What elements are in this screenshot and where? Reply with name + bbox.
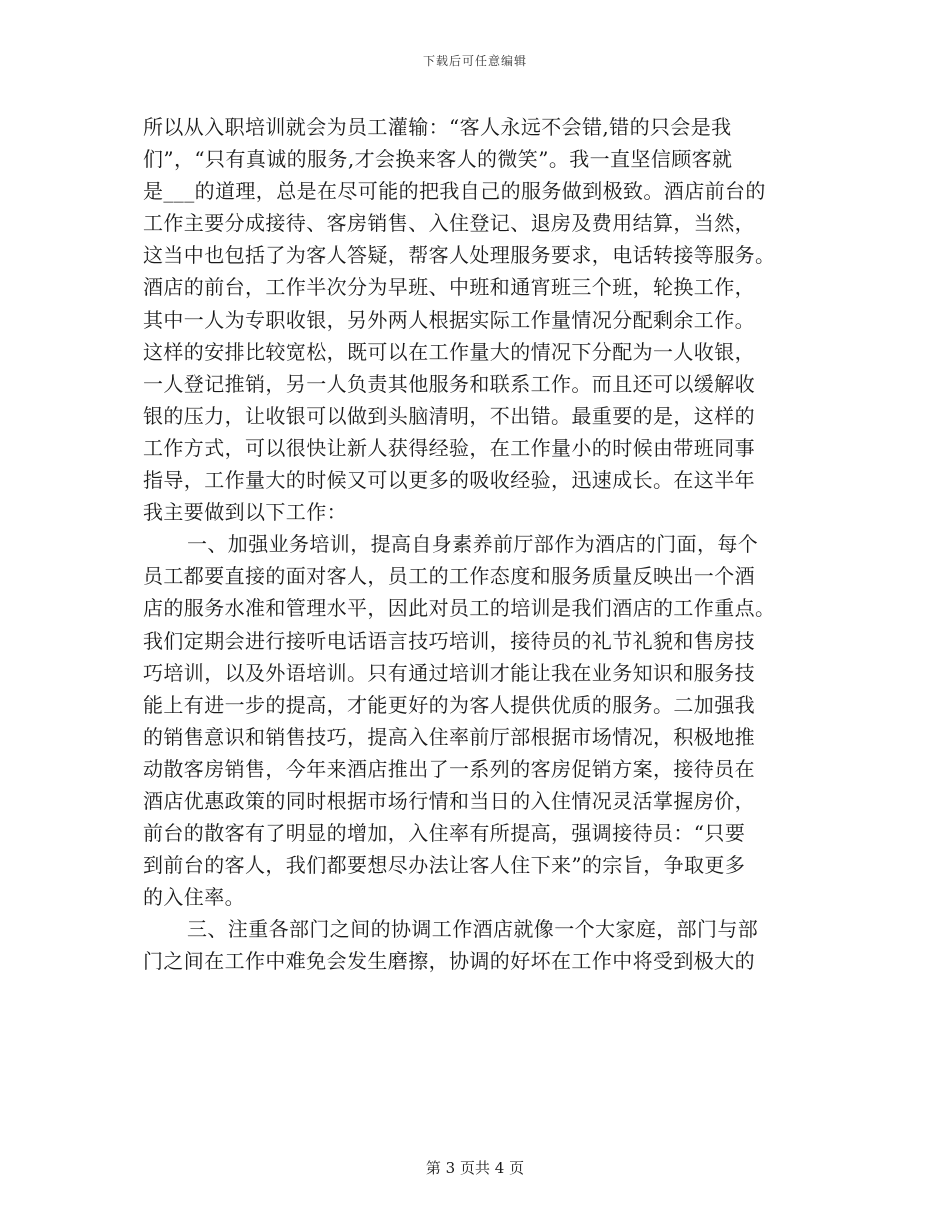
section-heading-line: 一、加强业务培训，提高自身素养前厅部作为酒店的门面，每个 — [187, 532, 759, 557]
body-line: 工作主要分成接待、客房销售、入住登记、退房及费用结算，当然， — [143, 211, 755, 236]
body-line: 我们定期会进行接听电话语言技巧培训，接待员的礼节礼貌和售房技 — [143, 628, 755, 653]
body-line: 的入住率。 — [143, 885, 245, 910]
body-line: 到前台的客人，我们都要想尽办法让客人住下来”的宗旨，争取更多 — [143, 853, 746, 878]
body-line: 的销售意识和销售技巧，提高入住率前厅部根据市场情况，积极地推 — [143, 724, 755, 749]
body-line: 所以从入职培训就会为员工灌输：“客人永远不会错,错的只会是我 — [143, 115, 732, 139]
body-line: 酒店的前台，工作半次分为早班、中班和通宵班三个班，轮换工作， — [143, 275, 755, 300]
section-heading-line: 三、注重各部门之间的协调工作酒店就像一个大家庭，部门与部 — [187, 917, 759, 942]
body-line: 巧培训，以及外语培训。只有通过培训才能让我在业务知识和服务技 — [143, 660, 755, 685]
body-line: 店的服务水准和管理水平，因此对员工的培训是我们酒店的工作重点。 — [143, 596, 776, 621]
body-line: 其中一人为专职收银，另外两人根据实际工作量情况分配剩余工作。 — [143, 307, 755, 332]
body-line: 酒店优惠政策的同时根据市场行情和当日的入住情况灵活掌握房价， — [143, 788, 755, 813]
page-number: 第 3 页共 4 页 — [425, 1159, 525, 1177]
body-line: 这样的安排比较宽松，既可以在工作量大的情况下分配为一人收银， — [143, 339, 755, 364]
document-body — [143, 111, 807, 978]
body-line: 一人登记推销，另一人负责其他服务和联系工作。而且还可以缓解收 — [143, 371, 755, 396]
body-line: 动散客房销售，今年来酒店推出了一系列的客房促销方案，接待员在 — [143, 756, 755, 781]
body-line: 们”，“只有真诚的服务,才会换来客人的微笑”。我一直坚信顾客就 — [143, 147, 733, 172]
body-line: 银的压力，让收银可以做到头脑清明，不出错。最重要的是，这样的 — [143, 403, 755, 428]
page-header-note: 下载后可任意编辑 — [422, 54, 527, 68]
body-line: 我主要做到以下工作： — [143, 500, 347, 525]
body-line: 这当中也包括了为客人答疑，帮客人处理服务要求，电话转接等服务。 — [143, 243, 776, 268]
body-line: 前台的散客有了明显的增加，入住率有所提高，强调接待员：“只要 — [143, 821, 746, 846]
body-line: 工作方式，可以很快让新人获得经验，在工作量小的时候由带班同事 — [143, 435, 755, 460]
body-line: 指导，工作量大的时候又可以更多的吸收经验，迅速成长。在这半年 — [143, 468, 755, 493]
body-line: 员工都要直接的面对客人，员工的工作态度和服务质量反映出一个酒 — [143, 564, 755, 589]
body-line: 门之间在工作中难免会发生磨擦，协调的好坏在工作中将受到极大的 — [143, 949, 755, 974]
body-line: 能上有进一步的提高，才能更好的为客人提供优质的服务。二加强我 — [143, 692, 755, 717]
body-line: 是___的道理，总是在尽可能的把我自己的服务做到极致。酒店前台的 — [143, 179, 766, 204]
